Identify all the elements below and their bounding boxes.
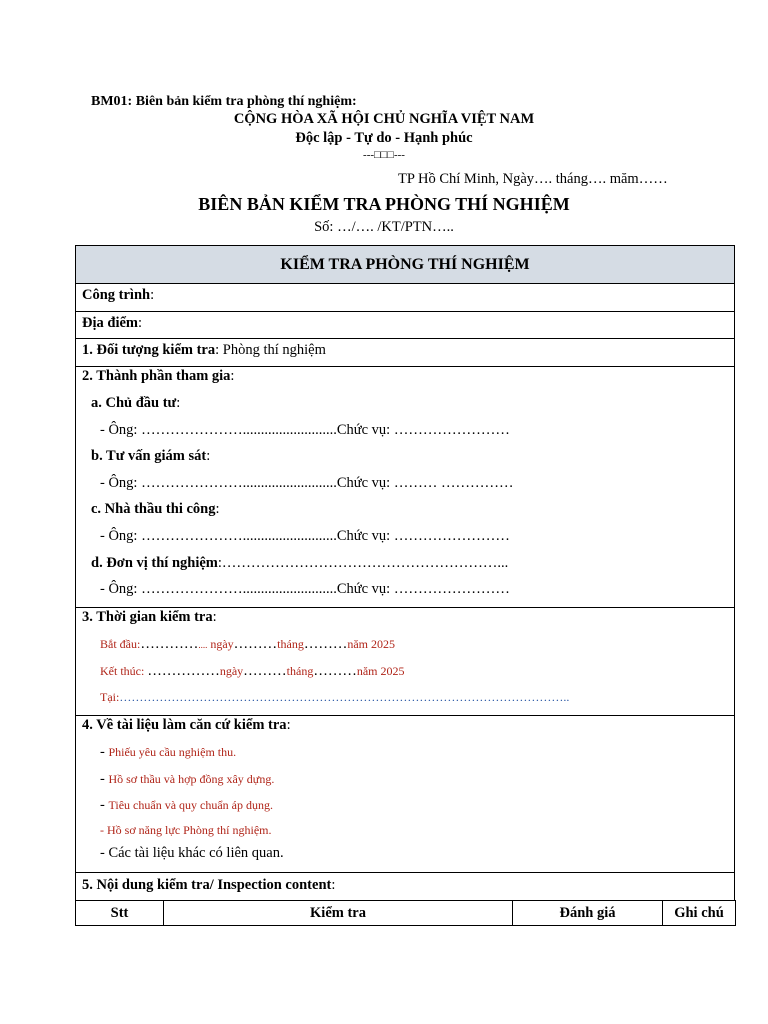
start-time-line: Bắt đầu:………….... ngày………tháng………năm 2025: [100, 636, 395, 652]
section-2-row: 2. Thành phần tham gia: a. Chủ đầu tư: - Ông: …………………..........................Chức vụ: …………………… b. Tư vấn giám sát: - Ông: …………………..........................Chức vụ: ……… …………… c. Nhà thầu thi công: - Ông: …………………..........................Chức vụ: …………………… d. Đơn vị thí nghiệm:…………………………………………………... - Ông: …………………..........................Chức vụ: ……………………: [75, 367, 735, 608]
party-investor-person: - Ông: …………………..........................Chức vụ: ……………………: [100, 422, 510, 438]
party-supervisor-label: b. Tư vấn giám sát: [91, 448, 207, 464]
party-supervisor-person: - Ông: …………………..........................Chức vụ: ……… ……………: [100, 475, 514, 491]
place-date: TP Hồ Chí Minh, Ngày…. tháng…. măm……: [398, 171, 668, 187]
party-investor-label: a. Chủ đầu tư: [91, 395, 177, 411]
column-header-stt: Stt: [76, 901, 164, 926]
table-row: [76, 901, 736, 926]
section-3-label: 3. Thời gian kiểm tra: [82, 609, 213, 625]
doc-item: - Tiêu chuẩn và quy chuẩn áp dụng.: [100, 797, 273, 813]
form-code: BM01: Biên bản kiểm tra phòng thí nghiệm:: [91, 94, 357, 109]
inspection-criteria-table: [75, 900, 736, 926]
doc-item-other: - Các tài liệu khác có liên quan.: [100, 845, 284, 861]
location-row: Địa điểm:: [75, 312, 735, 339]
national-motto: Độc lập - Tự do - Hạnh phúc: [295, 130, 473, 146]
table-header: KIỂM TRA PHÒNG THÍ NGHIỆM: [75, 245, 735, 284]
country-name: CỘNG HÒA XÃ HỘI CHỦ NGHĨA VIỆT NAM: [233, 111, 535, 127]
section-5-label: 5. Nội dung kiểm tra/ Inspection content: [82, 877, 332, 893]
doc-item: - Hồ sơ thầu và hợp đồng xây dựng.: [100, 771, 275, 787]
document-number: Số: …/…. /KT/PTN…..: [314, 219, 454, 235]
section-4-label: 4. Về tài liệu làm căn cứ kiểm tra: [82, 717, 287, 733]
place-line: Tại:…………………………………………………………………………………………………..: [100, 690, 570, 704]
section-2-label: 2. Thành phần tham gia: [82, 368, 231, 384]
party-lab-label: d. Đơn vị thí nghiệm: [91, 555, 218, 571]
location-label: Địa điểm: [82, 315, 138, 331]
document-title: BIÊN BẢN KIỂM TRA PHÒNG THÍ NGHIỆM: [198, 194, 570, 214]
heading-divider: ---□□□---: [363, 149, 405, 161]
section-3-row: 3. Thời gian kiểm tra: Bắt đầu:………….... ngày………tháng………năm 2025 Kết thúc: ……………ngày………tháng………năm 2025 Tại:…………………………………………………………………………………………………..: [75, 608, 735, 716]
party-contractor-label: c. Nhà thầu thi công: [91, 501, 216, 517]
doc-item: - Hồ sơ năng lực Phòng thí nghiệm.: [100, 823, 272, 837]
section-4-row: 4. Về tài liệu làm căn cứ kiểm tra: - Phiếu yêu cầu nghiệm thu. - Hồ sơ thầu và hợp đồng xây dựng. - Tiêu chuẩn và quy chuẩn áp dụng. - Hồ sơ năng lực Phòng thí nghiệm. - Các tài liệu khác có liên quan.: [75, 716, 735, 873]
column-header-rating: Đánh giá: [513, 901, 663, 926]
column-header-check: Kiểm tra: [164, 901, 513, 926]
party-contractor-person: - Ông: …………………..........................Chức vụ: ……………………: [100, 528, 510, 544]
column-header-note: Ghi chú: [663, 901, 736, 926]
doc-item: - Phiếu yêu cầu nghiệm thu.: [100, 744, 237, 760]
project-row: Công trình:: [75, 284, 735, 312]
section-5-row: 5. Nội dung kiểm tra/ Inspection content:: [75, 873, 735, 901]
section-1-label: 1. Đối tượng kiểm tra: [82, 342, 216, 358]
section-1-row: 1. Đối tượng kiểm tra: Phòng thí nghiệm: [75, 339, 735, 367]
project-label: Công trình: [82, 287, 151, 303]
party-lab-person: - Ông: …………………..........................Chức vụ: ……………………: [100, 581, 510, 597]
end-time-line: Kết thúc: ……………ngày………tháng………năm 2025: [100, 663, 405, 679]
section-1-value: Phòng thí nghiệm: [222, 342, 326, 358]
